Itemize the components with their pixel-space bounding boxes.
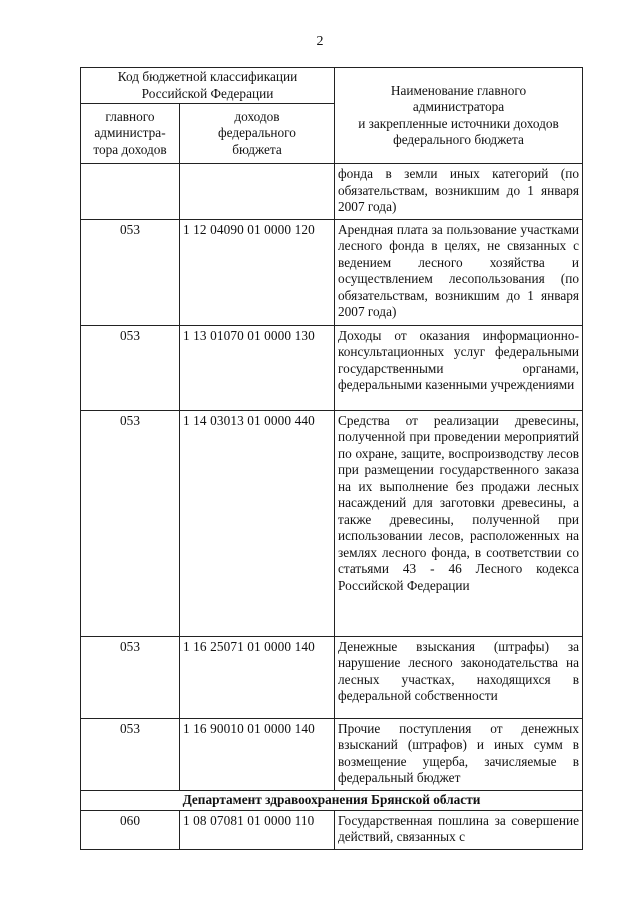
header-name-line3: и закрепленные источники доходов [358, 115, 559, 131]
table-row [81, 810, 583, 849]
header-code-group [81, 68, 335, 104]
header-income-line3: бюджета [232, 141, 282, 157]
page-number: 2 [316, 34, 324, 49]
header-admin-line2: администра- [94, 125, 166, 141]
table-row [81, 410, 583, 636]
header-admin-column [81, 104, 180, 164]
admin-code-cell: 053 [81, 718, 180, 790]
income-code-cell: 1 16 90010 01 0000 140 [180, 718, 335, 790]
header-row-group [81, 68, 583, 104]
income-code-cell: 1 16 25071 01 0000 140 [180, 636, 335, 718]
header-admin-line1: главного [105, 108, 155, 124]
income-code-cell: 1 14 03013 01 0000 440 [180, 410, 335, 636]
income-code-cell: 1 13 01070 01 0000 130 [180, 325, 335, 410]
description-cell: Доходы от оказания информационно-консультационных услуг федеральными государственными органами, федеральными казенными учреждениями [335, 325, 583, 410]
description-cell: Государственная пошлина за совершение действий, связанных с [335, 810, 583, 849]
admin-code-cell: 053 [81, 325, 180, 410]
header-income-line2: федерального [218, 125, 296, 141]
admin-code-cell: 060 [81, 810, 180, 849]
admin-code-cell: 053 [81, 410, 180, 636]
header-name-line1: Наименование главного [390, 82, 527, 98]
header-admin-line3: тора доходов [93, 141, 167, 157]
header-name-column [335, 68, 583, 164]
admin-code-cell: 053 [81, 636, 180, 718]
description-cell: Средства от реализации древесины, полученной при проведении мероприятий по охране, защите, воспроизводству лесов при размещении государственного заказа на их выполнение без продажи лесных насаждений для заготовки древесины, а также древесины, полученной при использовании лесов, расположенных на землях лесного фонда, в соответствии со статьями 43 - 46 Лесного кодекса Российской Федерации [335, 410, 583, 636]
department-heading: Департамент здравоохранения Брянской области [81, 790, 583, 810]
table-row [81, 164, 583, 220]
table-row [81, 219, 583, 325]
income-code-cell [180, 164, 335, 220]
header-income-line1: доходов [234, 108, 280, 124]
header-group-line2: Российской Федерации [141, 85, 274, 101]
department-row [81, 790, 583, 810]
header-income-column [180, 104, 335, 164]
income-code-cell: 1 08 07081 01 0000 110 [180, 810, 335, 849]
description-cell: фонда в земли иных категорий (по обязательствам, возникшим до 1 января 2007 года) [335, 164, 583, 220]
admin-code-cell: 053 [81, 219, 180, 325]
header-name-line4: федерального бюджета [393, 132, 524, 147]
header-name-line2: администратора [412, 99, 505, 114]
description-cell: Арендная плата за пользование участками лесного фонда в целях, не связанных с ведением лесного хозяйства и осуществлением лесопользования (по обязательствам, возникшим до 1 января 2007 года) [335, 219, 583, 325]
table-row [81, 636, 583, 718]
header-group-line1: Код бюджетной классификации [117, 69, 298, 84]
description-cell: Денежные взыскания (штрафы) за нарушение лесного законодательства на лесных участках, находящихся в федеральной собственности [335, 636, 583, 718]
admin-code-cell [81, 164, 180, 220]
budget-classification-table [80, 67, 583, 850]
description-cell: Прочие поступления от денежных взысканий (штрафов) и иных сумм в возмещение ущерба, зачисляемые в федеральный бюджет [335, 718, 583, 790]
income-code-cell: 1 12 04090 01 0000 120 [180, 219, 335, 325]
table-row [81, 325, 583, 410]
table-row [81, 718, 583, 790]
